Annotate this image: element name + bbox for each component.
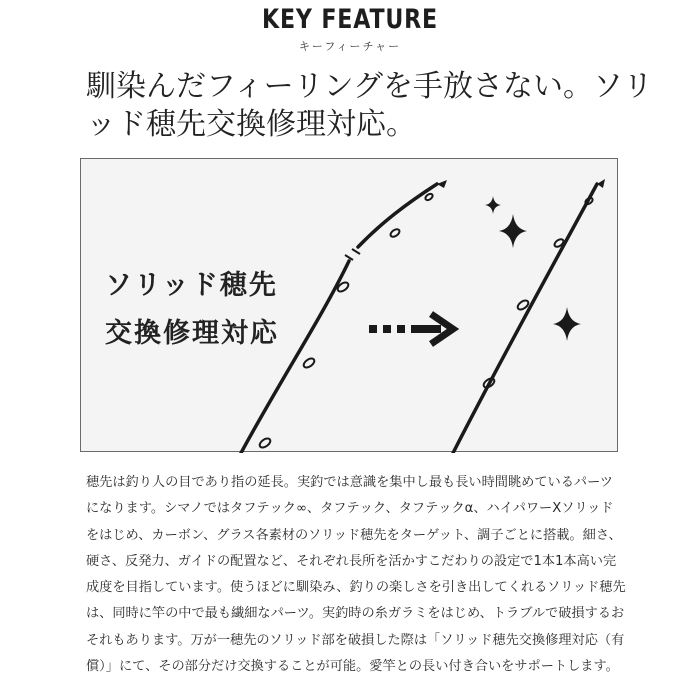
rod-illustration	[81, 159, 619, 453]
key-feature-subtitle: キーフィーチャー	[298, 40, 402, 53]
illustration-label-line1: ソリッド穂先	[105, 270, 278, 301]
dotted-arrow-right-icon	[369, 314, 453, 344]
key-feature-title: KEY FEATURE	[262, 4, 438, 35]
body-text: 穂先は釣り人の目であり指の延長。実釣では意識を集中し最も長い時間眺めているパーツになります。シマノではタフテック∞、タフテック、タフテックα、ハイパワーXソリッドをはじめ、カーボン、グラス各素材のソリッド穂先をターゲット、調子ごとに搭載。細さ、硬さ、反発力、ガイドの配置など、それぞれ長所を活かすこだわりの設定で1本1本高い完成度を目指しています。使うほどに馴染み、釣りの楽しさを引き出してくれるソリッド穂先は、同時に竿の中で最も繊細なパーツ。実釣時の糸ガラミをはじめ、トラブルで破損するおそれもあります。万が一穂先のソリッド部を破損した際は「ソリッド穂先交換修理対応（有償）」にて、その部分だけ交換することが可能。愛竿との長い付き合いをサポートします。	[86, 475, 626, 675]
headline: 馴染んだフィーリングを手放さない。ソリッド穂先交換修理対応。	[86, 69, 653, 142]
repaired-rod-tip-icon	[453, 179, 605, 453]
illustration-label-line2: 交換修理対応	[105, 318, 279, 349]
sparkle-icon	[485, 196, 581, 341]
illustration-panel	[80, 158, 618, 452]
